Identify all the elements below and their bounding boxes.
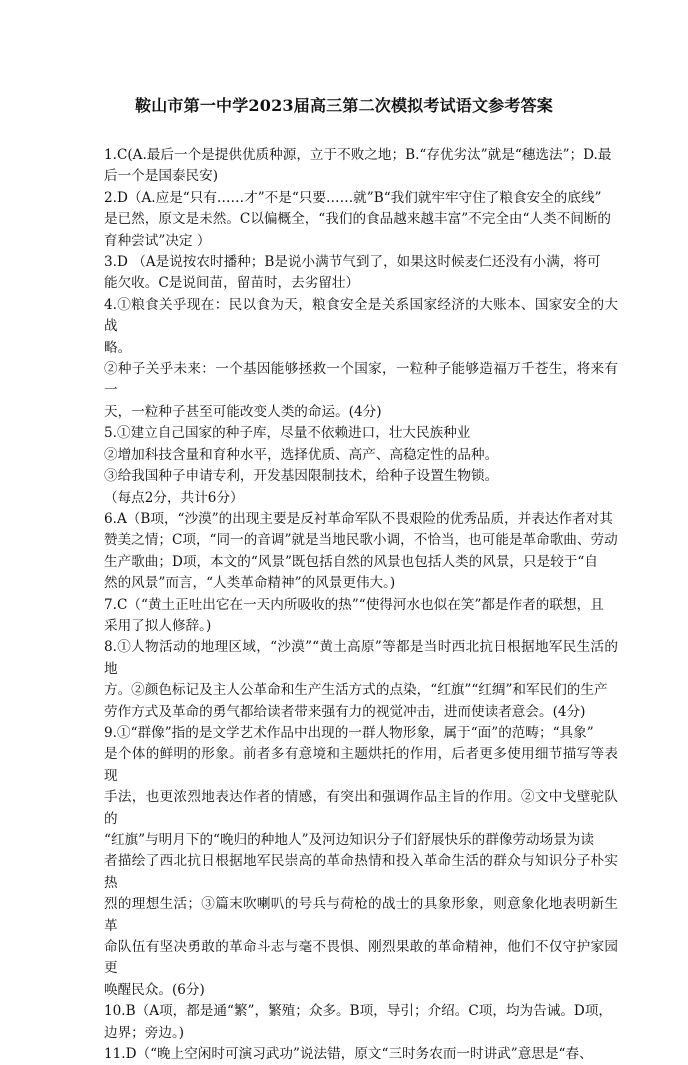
text-line: 手法，也更浓烈地表达作者的情感，有突出和强调作品主旨的作用。②文中戈壁驼队的 [104,789,618,827]
text-line: 生产歌曲；D项，本文的“风景”既包括自然的风景也包括人类的风景，只是较于“自 [104,553,598,570]
text-line: 天，一粒种子甚至可能改变人类的命运。(4分) [104,403,382,420]
text-line: 采用了拟人修辞。) [104,617,212,634]
answer-body [104,145,618,1065]
text-line: （每点2分，共计6分） [104,489,244,506]
text-line: 赞美之情；C项，“同一的音调”就是当地民歌小调，不恰当，也可能是革命歌曲、劳动 [104,532,618,549]
text-line: 命队伍有坚决勇敢的革命斗志与毫不畏惧、刚烈果敢的革命精神，他们不仅守护家园更 [104,939,618,977]
text-line: 7.C（“黄土正吐出它在一天内所吸收的热”“使得河水也似在笑”都是作者的联想，且 [104,596,604,613]
text-line: 者描绘了西北抗日根据地军民崇高的革命热情和投入革命生活的群众与知识分子朴实热 [104,853,618,891]
text-line: 2.D（A.应是“只有……才”不是“只要……就”B“我们就牢牢守住了粮食安全的底线” [104,189,602,206]
text-line: 1.C(A.最后一个是提供优质种源，立于不败之地；B.“存优劣汰”就是“穗选法”；D.最 [104,147,612,163]
text-line: 是已然，原文是未然。C以偏概全，“我们的食品越来越丰富”不完全由“人类不间断的 [104,211,612,228]
text-line: 是个体的鲜明的形象。前者多有意境和主题烘托的作用，后者更多使用细节描写等表现 [104,746,618,784]
text-line: 3.D （A是说按农时播种；B是说小满节气到了，如果这时候麦仁还没有小满，将可 [104,254,601,271]
text-line: ②增加科技含量和育种水平，选择优质、高产、高稳定性的品种。 [104,446,499,463]
text-line: 然的风景”而言，“人类革命精神”的风景更伟大。) [104,575,396,592]
text-line: 方。②颜色标记及主人公革命和生产生活方式的点染，“红旗”“红绸”和军民们的生产 [104,682,608,699]
text-line: 育种尝试”决定 ） [104,232,211,249]
text-line: ③给我国种子申请专利，开发基因限制技术，给种子设置生物锁。 [104,468,499,485]
text-line: 唤醒民众。(6分) [104,981,205,998]
text-line: ②种子关乎未来：一个基因能够拯救一个国家，一粒种子能够造福万千苍生，将来有一 [104,361,618,399]
text-line: 6.A（B项，“沙漠”的出现主要是反衬革命军队不畏艰险的优秀品质，并表达作者对其 [104,510,613,527]
text-line: 劳作方式及革命的勇气都给读者带来强有力的视觉冲击，进而使读者意会。(4分) [104,703,586,720]
text-line: 略。 [104,339,132,356]
text-line: 后一个是国泰民安) [104,168,219,185]
text-line: 烈的理想生活；③篇末吹喇叭的号兵与荷枪的战士的具象形象，则意象化地表明新生革 [104,896,618,934]
page-title: 鞍山市第一中学2023届高三第二次模拟考试语文参考答案 [135,96,553,115]
text-line: 边界；旁边。) [104,1024,185,1041]
text-line: 4.①粮食关乎现在：民以食为天，粮食安全是关系国家经济的大账本、国家安全的大战 [104,296,618,335]
text-line: 8.①人物活动的地理区域，“沙漠”“黄土高原”等都是当时西北抗日根据地军民生活的地 [104,639,618,677]
text-line: 11.D（“晚上空闲时可演习武功”说法错，原文“三时务农而一时讲武”意思是“春、 [104,1046,593,1063]
text-line: “红旗”与明月下的“晚归的种地人”及河边知识分子们舒展快乐的群像劳动场景为读 [104,832,594,848]
text-line: 能欠收。C是说间苗，留苗时，去劣留壮） [104,275,360,292]
text-line: 5.①建立自己国家的种子库，尽量不依赖进口，壮大民族种业 [104,425,471,442]
text-line: 10.B（A项，都是通“繁”，繁殖；众多。B项，导引；介绍。C项，均为告诫。D项， [104,1003,613,1020]
text-line: 9.①“群像”指的是文学艺术作品中出现的一群人物形象，属于“面”的范畴；“具象” [104,724,594,741]
